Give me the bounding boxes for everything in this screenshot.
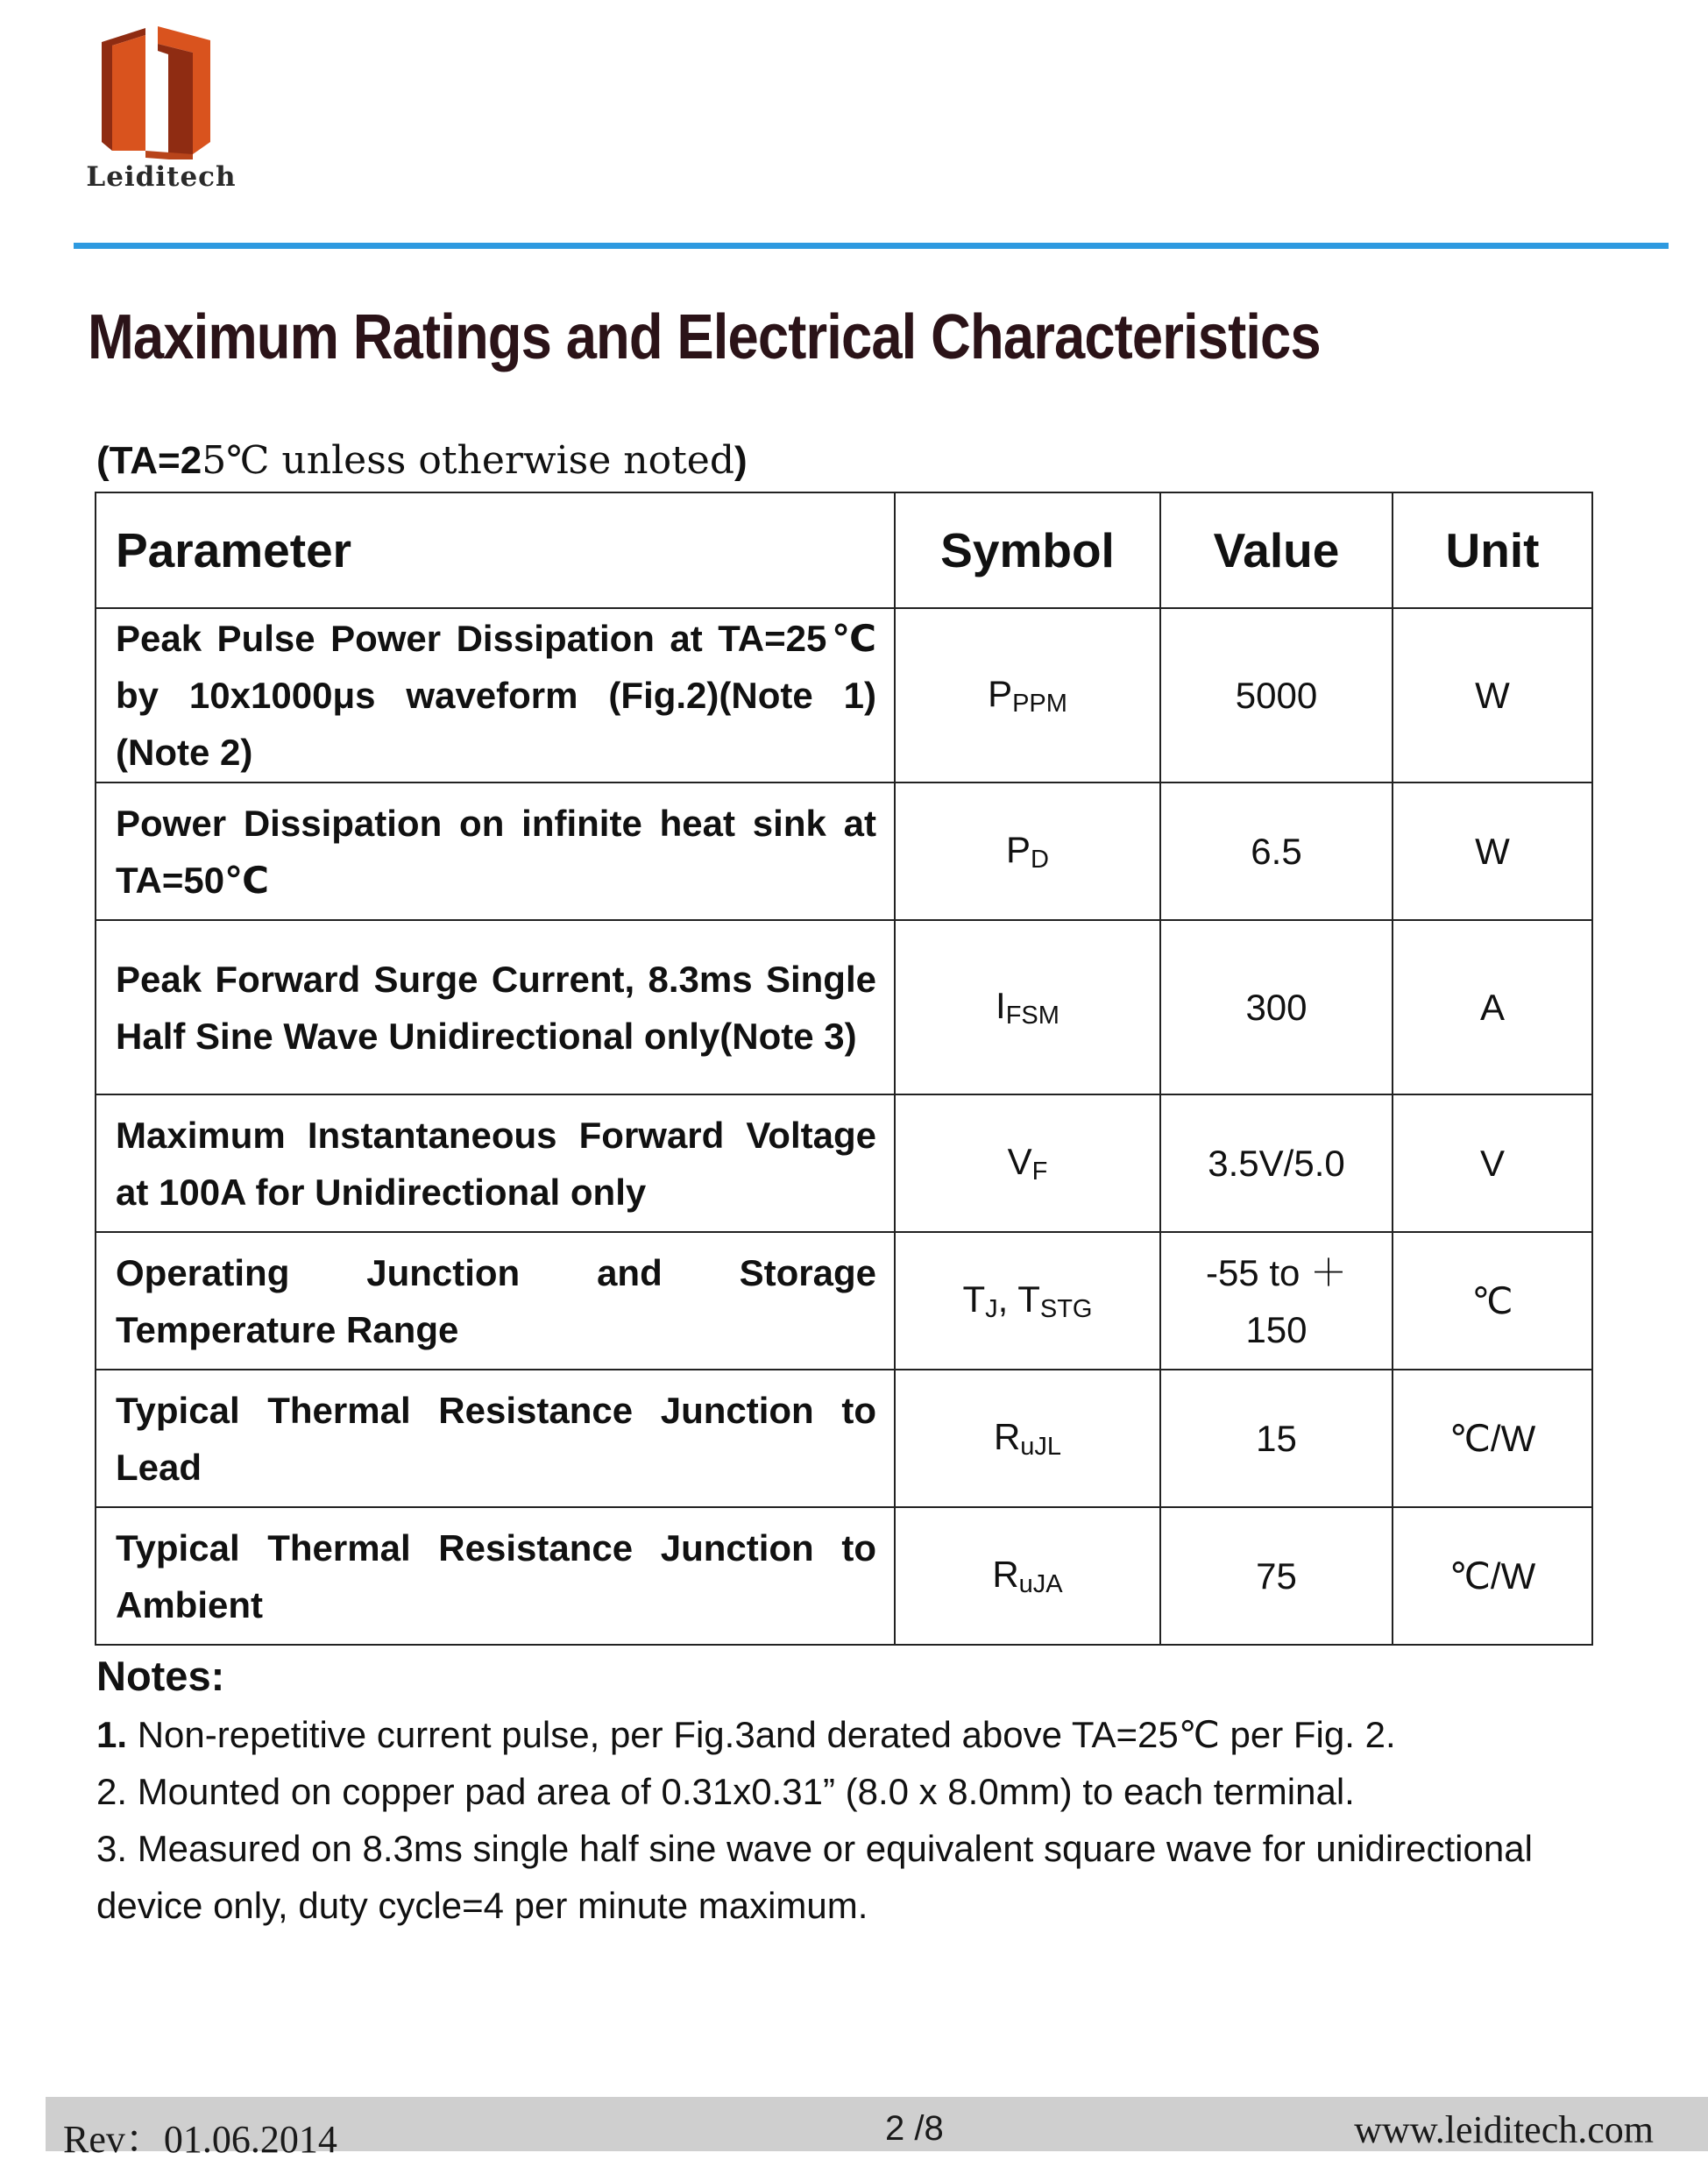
- symbol-subscript: uJA: [1018, 1569, 1063, 1598]
- row-unit: ℃/W: [1393, 1370, 1592, 1507]
- row-unit: W: [1393, 608, 1592, 782]
- row-unit: W: [1393, 782, 1592, 920]
- note-1-text: Non-repetitive current pulse, per Fig.3and derated above TA=25℃ per Fig. 2.: [127, 1714, 1396, 1755]
- row-unit: ℃/W: [1393, 1507, 1592, 1645]
- row-unit: V: [1393, 1094, 1592, 1232]
- company-logo: [74, 19, 249, 212]
- row-symbol: [895, 1094, 1160, 1232]
- header-divider: [74, 243, 1669, 249]
- note-1-number: 1.: [96, 1714, 128, 1755]
- symbol-main: R: [993, 1415, 1021, 1457]
- symbol-subscript: FSM: [1005, 1001, 1060, 1030]
- table-row: [96, 1232, 1592, 1370]
- logo-mark-icon: [95, 19, 226, 159]
- symbol-main: R: [992, 1553, 1019, 1595]
- condition-prefix: (TA=2: [96, 439, 202, 482]
- row-unit: A: [1393, 920, 1592, 1094]
- row-value: 6.5: [1160, 782, 1393, 920]
- symbol-main-2: , T: [997, 1278, 1040, 1320]
- table-header-row: [96, 492, 1592, 608]
- row-value: 75: [1160, 1507, 1393, 1645]
- logo-wordmark: Leiditech: [86, 161, 237, 193]
- row-symbol: [895, 1370, 1160, 1507]
- header-symbol: Symbol: [895, 492, 1160, 608]
- symbol-main: I: [996, 984, 1006, 1026]
- row-parameter: Peak Forward Surge Current, 8.3ms Single Half Sine Wave Unidirectional only(Note 3): [96, 920, 895, 1094]
- symbol-main: P: [1006, 828, 1031, 870]
- symbol-subscript: PPM: [1012, 689, 1067, 718]
- row-parameter: Typical Thermal Resistance Junction to Lead: [96, 1370, 895, 1507]
- table-row: [96, 782, 1592, 920]
- table-row: [96, 1370, 1592, 1507]
- note-1: [96, 1706, 1604, 1763]
- symbol-subscript: F: [1031, 1157, 1048, 1186]
- row-value: -55 to ＋ 150: [1160, 1232, 1393, 1370]
- row-parameter: Typical Thermal Resistance Junction to Ambient: [96, 1507, 895, 1645]
- row-value: 15: [1160, 1370, 1393, 1507]
- header-unit: Unit: [1393, 492, 1592, 608]
- ratings-table: [95, 492, 1593, 1646]
- row-parameter: Maximum Instantaneous Forward Voltage at 100A for Unidirectional only: [96, 1094, 895, 1232]
- header-parameter: Parameter: [96, 492, 895, 608]
- row-parameter: Power Dissipation on infinite heat sink at TA=50℃: [96, 782, 895, 920]
- row-symbol: [895, 782, 1160, 920]
- test-condition: [96, 438, 748, 483]
- note-3-line-1: 3. Measured on 8.3ms single half sine wave or equivalent square wave for unidirectional: [96, 1828, 1533, 1869]
- note-2: 2. Mounted on copper pad area of 0.31x0.31” (8.0 x 8.0mm) to each terminal.: [96, 1771, 1355, 1812]
- symbol-subscript: J: [985, 1294, 998, 1323]
- row-unit: ℃: [1393, 1232, 1592, 1370]
- footer-revision: Rev：01.06.2014: [63, 2118, 337, 2161]
- condition-suffix: ): [734, 439, 748, 482]
- footer-website: www.leiditech.com: [1354, 2108, 1654, 2151]
- header-value: Value: [1160, 492, 1393, 608]
- table-row: [96, 608, 1592, 782]
- symbol-subscript: uJL: [1020, 1432, 1062, 1461]
- table-row: [96, 1507, 1592, 1645]
- row-parameter: Operating Junction and Storage Temperature Range: [96, 1232, 895, 1370]
- row-value: 5000: [1160, 608, 1393, 782]
- condition-middle: 5℃ unless otherwise noted: [202, 438, 734, 483]
- table-row: [96, 920, 1592, 1094]
- row-parameter: Peak Pulse Power Dissipation at TA=25℃ by 10x1000μs waveform (Fig.2)(Note 1) (Note 2): [96, 608, 895, 782]
- footer-page-number: 2 /8: [885, 2109, 944, 2148]
- row-symbol: [895, 1232, 1160, 1370]
- page-title: Maximum Ratings and Electrical Characteristics: [88, 302, 1321, 372]
- symbol-subscript-2: STG: [1039, 1294, 1093, 1323]
- symbol-subscript: D: [1031, 845, 1049, 874]
- symbol-main: T: [962, 1278, 986, 1320]
- note-3-line-2: device only, duty cycle=4 per minute maximum.: [96, 1885, 868, 1926]
- symbol-main: V: [1007, 1140, 1032, 1182]
- row-symbol: [895, 608, 1160, 782]
- row-symbol: [895, 1507, 1160, 1645]
- notes-heading: Notes:: [96, 1653, 225, 1699]
- table-row: [96, 1094, 1592, 1232]
- symbol-main: P: [988, 672, 1013, 714]
- row-value: 300: [1160, 920, 1393, 1094]
- row-value: 3.5V/5.0: [1160, 1094, 1393, 1232]
- row-symbol: [895, 920, 1160, 1094]
